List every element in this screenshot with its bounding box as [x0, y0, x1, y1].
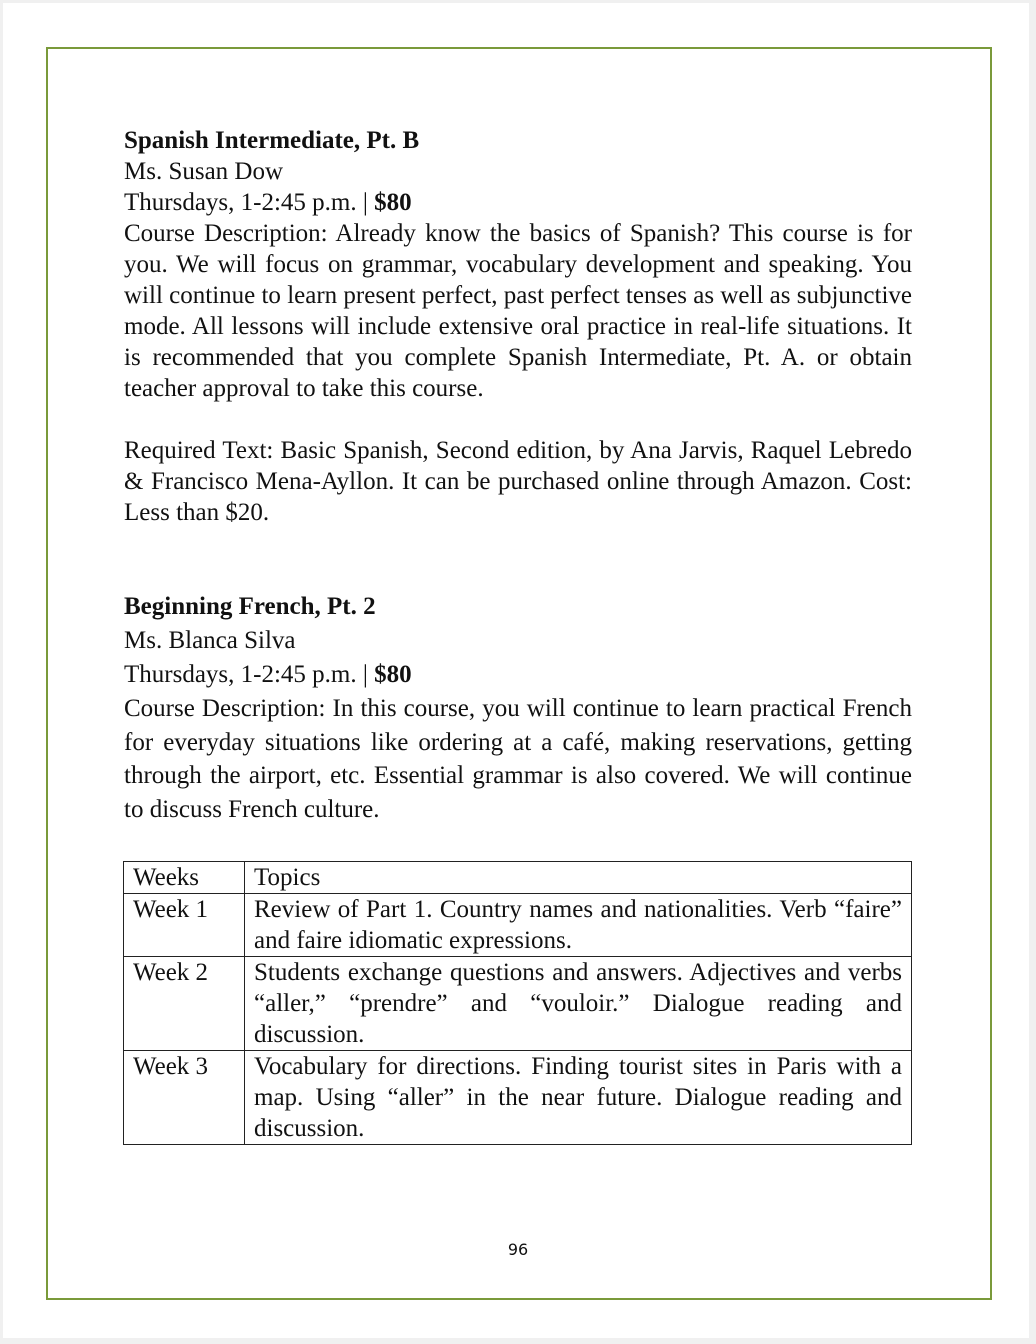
table-row [124, 894, 912, 957]
page-number: 96 [507, 1240, 529, 1259]
course-schedule-time: Thursdays, 1-2:45 p.m. | [124, 189, 375, 216]
course-instructor: Ms. Blanca Silva [124, 627, 296, 654]
table-cell-week: Week 2 [124, 957, 245, 1051]
course-spanish-intermediate [124, 125, 912, 528]
course-schedule [124, 658, 912, 692]
course-instructor: Ms. Susan Dow [124, 158, 284, 185]
course-title: Beginning French, Pt. 2 [124, 593, 376, 620]
table-cell-topic: Vocabulary for directions. Finding tourist sites in Paris with a map. Using “aller” in the near future. Dialogue reading and discussion. [245, 1051, 912, 1145]
course-schedule-time: Thursdays, 1-2:45 p.m. | [124, 661, 375, 688]
table-cell-week: Week 3 [124, 1051, 245, 1145]
table-header-row [124, 862, 912, 894]
course-beginning-french [124, 590, 912, 826]
course-description: Course Description: In this course, you will continue to learn practical French for everyday situations like ordering at a café, making reservations, getting through the airport, etc. Essential grammar is also covered. We will continue to discuss French culture. [124, 695, 912, 823]
course-price: $80 [374, 661, 412, 688]
table-header-cell: Topics [245, 862, 912, 894]
weekly-topics-table [123, 861, 912, 1145]
table-cell-topic: Students exchange questions and answers. Adjectives and verbs “aller,” “prendre” and “vouloir.” Dialogue reading and discussion. [245, 957, 912, 1051]
table-row [124, 1051, 912, 1145]
course-title: Spanish Intermediate, Pt. B [124, 127, 420, 154]
course-description: Course Description: Already know the basics of Spanish? This course is for you. We will focus on grammar, vocabulary development and speaking. You will continue to learn present perfect, past perfect tenses as well as subjunctive mode. All lessons will include extensive oral practice in real-life situations. It is recommended that you complete Spanish Intermediate, Pt. A. or obtain teacher approval to take this course. [124, 220, 912, 402]
table-row [124, 957, 912, 1051]
table-cell-week: Week 1 [124, 894, 245, 957]
table-cell-topic: Review of Part 1. Country names and nationalities. Verb “faire” and faire idiomatic expressions. [245, 894, 912, 957]
table-header-cell: Weeks [124, 862, 245, 894]
course-schedule [124, 187, 912, 218]
course-required-text: Required Text: Basic Spanish, Second edition, by Ana Jarvis, Raquel Lebredo & Francisco Mena-Ayllon. It can be purchased online through Amazon. Cost: Less than $20. [124, 437, 912, 526]
course-price: $80 [374, 189, 412, 216]
